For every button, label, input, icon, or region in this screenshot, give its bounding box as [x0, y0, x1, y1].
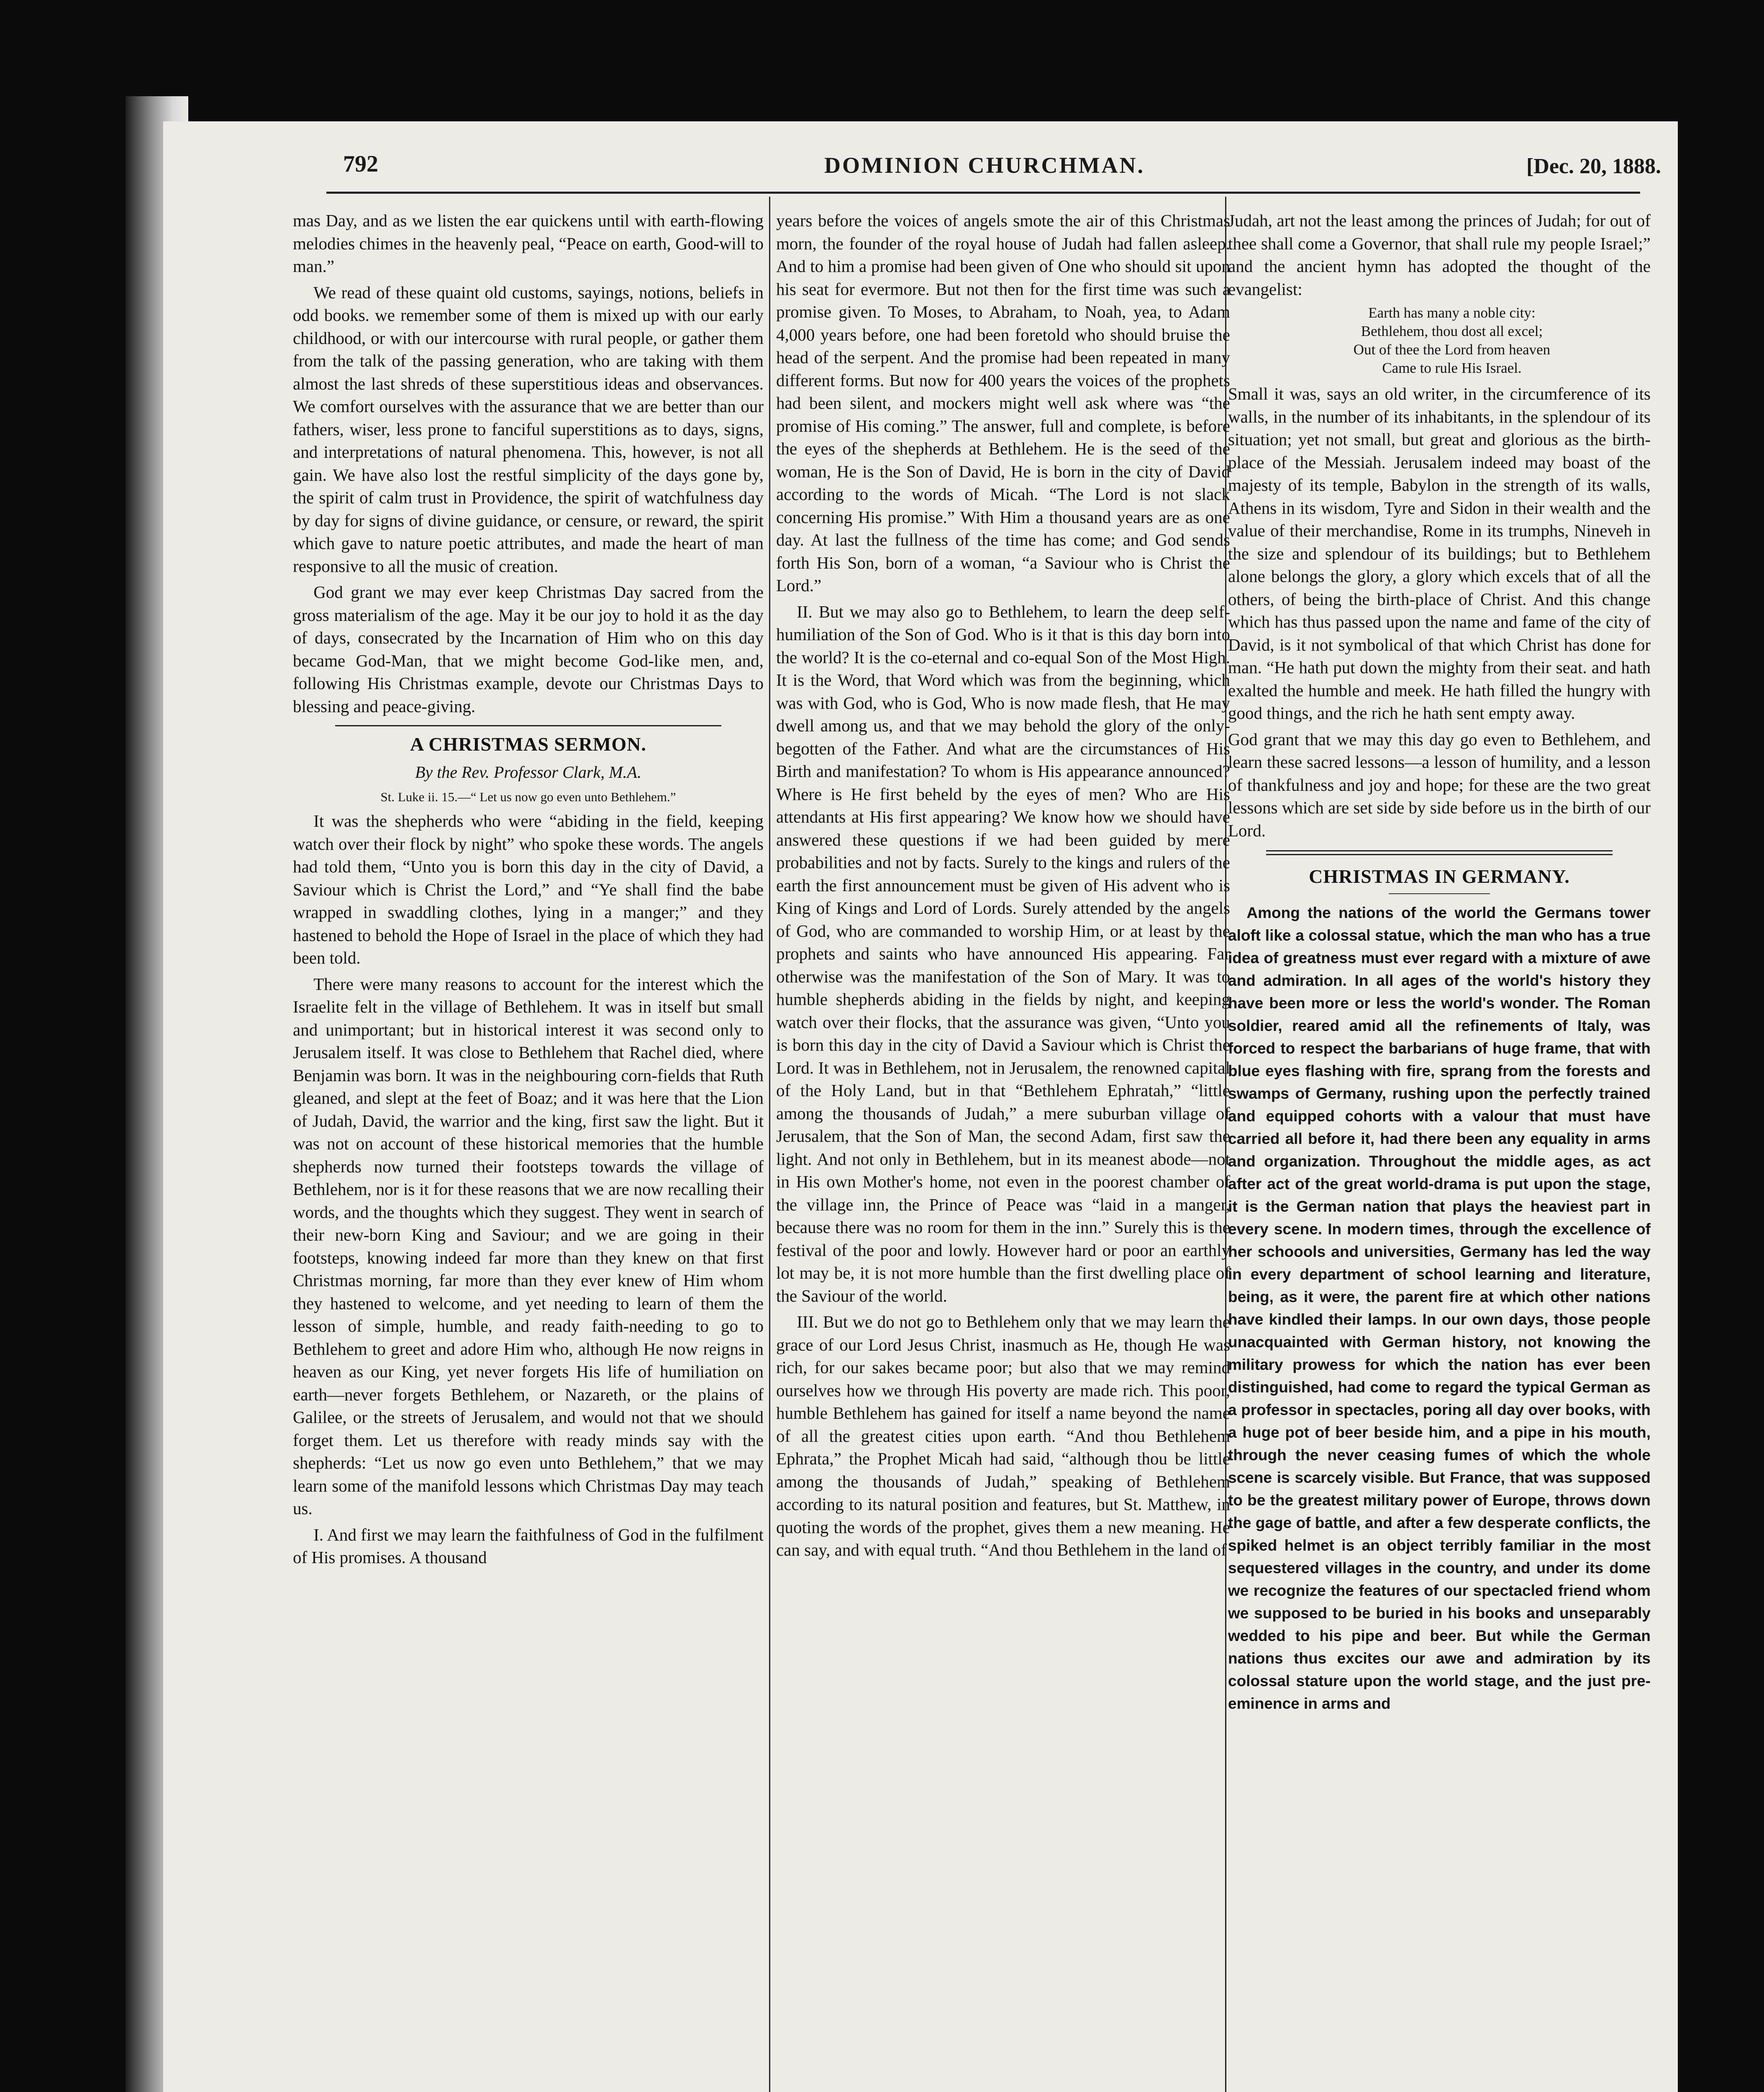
sermon-title: A CHRISTMAS SERMON.: [410, 733, 646, 755]
newspaper-title: DOMINION CHURCHMAN.: [824, 153, 1145, 178]
sermon-epigraph: St. Luke ii. 15.—“ Let us now go even unto Bethlehem.”: [380, 790, 676, 804]
column-3: [1228, 209, 1651, 2092]
hymn-verse: [1228, 304, 1651, 377]
column-1: [293, 209, 764, 2092]
page-number: 792: [343, 151, 378, 177]
paragraph: years before the voices of angels smote the air of this Christmas morn, the founder of the royal house of Judah had fallen asleep. And to him a promise had been given of One who should sit upon his seat for evermore. But not then for the first time was such a promise given. To Moses, to Abraham, to Noah, yea, to Adam 4,000 years before, one had been foretold who should bruise the head of the serpent. And the promise had been repeated in many different forms. But now for 400 years the voices of the prophets had been silent, and mockers might well ask where was “the promise of His coming.” The answer, full and complete, is before the eyes of the shepherds at Bethlehem. He is the seed of the woman, He is the Son of David, He is born in the city of David according to the words of Micah. “The Lord is not slack concerning His promise.” With Him a thousand years are as one day. At last the fullness of the time has come; and God sends forth His Son, born of a woman, “a Saviour who is Christ the Lord.”: [776, 211, 1230, 595]
title-underline: [1389, 893, 1490, 894]
verse-line: Out of thee the Lord from heaven: [1353, 341, 1551, 358]
page-header: [180, 142, 1661, 197]
paragraph: It was the shepherds who were “abiding in the field, keeping watch over their flock by night” who spoke these words. The angels had told them, “Unto you is born this day in the city of David, a Saviour which is Christ the Lord,” and “Ye shall find the babe wrapped in swaddling clothes, lying in a manger;” and they hastened to behold the Hope of Israel in the place of which they had been told.: [293, 811, 764, 967]
verse-line: Earth has many a noble city:: [1368, 305, 1536, 321]
paragraph: mas Day, and as we listen the ear quickens until with earth-flowing melodies chimes in the heavenly peal, “Peace on earth, Good-will to man.”: [293, 211, 764, 276]
paragraph: We read of these quaint old customs, sayings, notions, beliefs in odd books. we remember some of them is mixed up with our early childhood, or with our intercourse with rural people, or gather them from the talk of the passing generation, who are taking with them almost the last shreds of these superstitious ideas and observances. We comfort ourselves with the assurance that we are better than our fathers, wiser, less prone to fanciful superstitions as to days, signs, and interpretations of natural phenomena. This, however, is not all gain. We have also lost the restful simplicity of the days gone by, the spirit of calm trust in Providence, the spirit of watchfulness day by day for signs of divine guidance, or censure, or reward, the spirit which gave to nature poetic attributes, and made the heart of man responsive to all the music of creation.: [293, 282, 764, 576]
column-2: [776, 209, 1230, 2092]
paragraph: II. But we may also go to Bethlehem, to learn the deep self-humiliation of the Son of God. Who is it that is this day born into the world? It is the co-eternal and co-equal Son of the Most High. It is the Word, that Word which was from the beginning, which was with God, who is God, Who is now made flesh, that He may dwell among us, and that we may behold the glory of the only-begotten of the Father. And what are the circumstances of His Birth and manifestation? To whom is His appearance announced? Where is He first beheld by the eyes of men? Who are His attendants at His first appearing? We know how we should have answered these questions if we had been guided by mere probabilities and not by facts. Surely to the kings and rulers of the earth the first announcement must be given of His advent who is King of Kings and Lord of Lords. Surely attended by the angels of God, who are commanded to worship Him, or at least by the prophets and saints who have announced His appearing. Far otherwise was the manifestation of the Son of Mary. It was to humble shepherds abiding in the fields by night, and keeping watch over their flocks, that the assurance was given, “Unto you is born this day in the city of David a Saviour which is Christ the Lord. It was in Bethlehem, not in Jerusalem, the renowned capital of the Holy Land, but in that “Bethlehem Ephratah,” “little among the thousands of Judah,” a mere suburban village of Jerusalem, that the Son of Man, the second Adam, first saw the light. And not only in Bethlehem, but in its meanest abode—not in His own Mother's home, not even in the poorest chamber of the village inn, the Prince of Peace was “laid in a manger, because there was no room for them in the inn.” Surely this is the festival of the poor and lowly. However hard or poor an earthly lot may be, it is not more humble than the first dwelling place of the Saviour of the world.: [776, 602, 1230, 1305]
paragraph: God grant that we may this day go even to Bethlehem, and learn these sacred lessons—a lesson of humility, and a lesson of thankfulness and joy and hope; for these are the two great lessons which are set side by side before us in the birth of our Lord.: [1228, 729, 1651, 840]
paragraph: I. And first we may learn the faithfulness of God in the fulfilment of His promises. A thousand: [293, 1525, 764, 1567]
verse-line: Bethlehem, thou dost all excel;: [1361, 323, 1543, 339]
column-divider-1: [769, 197, 770, 2092]
issue-date: [Dec. 20, 1888.: [1526, 154, 1661, 178]
section-double-rule: [1266, 850, 1613, 855]
paragraph: Judah, art not the least among the princes of Judah; for out of thee shall come a Governor, that shall rule my people Israel;” and the ancient hymn has adopted the thought of the evangelist:: [1228, 211, 1651, 299]
sermon-byline: By the Rev. Professor Clark, M.A.: [415, 762, 641, 782]
paragraph: Small it was, says an old writer, in the circumference of its walls, in the number of its inhabitants, in the splendour of its situation; yet not small, but great and glorious as the birth-place of the Messiah. Jerusalem indeed may boast of the majesty of its temple, Babylon in the strength of its walls, Athens in its wisdom, Tyre and Sidon in their wealth and the value of their merchandise, Rome in its trumphs, Nineveh in the size and splendour of its buildings; but to Bethlehem alone belongs the glory, a glory which excels that of all the others, of being the birth-place of Christ. And this change which has thus passed upon the name and fame of the city of David, is it not symbolical of that which Christ has done for man. “He hath put down the mighty from their seat. and hath exalted the humble and meek. He hath filled the hungry with good things, and the rich he hath sent empty away.: [1228, 384, 1651, 723]
paragraph: III. But we do not go to Bethlehem only that we may learn the grace of our Lord Jesus Christ, inasmuch as He, though He was rich, for our sakes became poor; but also that we may remind ourselves how we through His poverty are made rich. This poor, humble Bethlehem has gained for itself a name beyond the name of all the greatest cities upon earth. “And thou Bethlehem Ephrata,” the Prophet Micah had said, “although thou be little among the thousands of Judah,” speaking of Bethlehem according to its natural position and features, but St. Matthew, in quoting the words of the prophet, gives them a new meaning. He can say, and with equal truth. “And thou Bethlehem in the land of: [776, 1312, 1230, 1559]
header-rule: [326, 192, 1640, 194]
section-rule: [335, 725, 721, 726]
paragraph: Among the nations of the world the Germans tower aloft like a colossal statue, which the man who has a true idea of greatness must ever regard with a mixture of awe and admiration. In all ages of the world's history they have been more or less the world's wonder. The Roman soldier, reared amid all the refinements of Italy, was forced to respect the barbarians of huge frame, that with blue eyes flashing with fire, sprang from the forests and swamps of Germany, rushing upon the perfectly trained and equipped cohorts with a valour that must have carried all before it, had there been any equality in arms and organization. Throughout the middle ages, as act after act of the great world-drama is put upon the stage, it is the German nation that plays the heaviest part in every scene. In modern times, through the excellence of her schoools and universities, Germany has led the way in every department of school learning and literature, being, as it were, the parent fire at which other nations have kindled their lamps. In our own days, those people unacquainted with German history, not knowing the military prowess for which the nation has ever been distinguished, had come to regard the typical German as a professor in spectacles, poring all day over books, with a huge pot of beer beside him, and a pipe in his mouth, through the never ceasing fumes of which the whole scene is scarcely visible. But France, that was supposed to be the greatest military power of Europe, throws down the gage of battle, and after a few desperate conflicts, the spiked helmet is an object terribly familiar in the most sequestered villages in the country, and under its dome we recognize the features of our spectacled friend whom we supposed to be buried in his books and unseparably wedded to his pipe and beer. But while the German nations thus excites our awe and admiration by its colossal stature upon the world stage, and the just pre-eminence in arms and: [1228, 904, 1651, 1712]
paragraph: God grant we may ever keep Christmas Day sacred from the gross materialism of the age. May it be our joy to hold it as the day of days, consecrated by the Incarnation of Him who on this day became God-Man, that we might become God-like men, and, following His Christmas example, devote our Christmas Days to blessing and peace-giving.: [293, 582, 764, 716]
verse-line: Came to rule His Israel.: [1382, 360, 1522, 376]
section-title: CHRISTMAS IN GERMANY.: [1309, 866, 1570, 887]
paragraph: There were many reasons to account for the interest which the Israelite felt in the village of Bethlehem. It was in itself but small and unimportant; but in historical interest it was second only to Jerusalem itself. It was close to Bethlehem that Rachel died, where Benjamin was born. It was in the neighbouring corn-fields that Ruth gleaned, and slept at the feet of Boaz; and it was here that the Lion of Judah, David, the warrior and the king, first saw the light. But it was not on account of these historical memories that the humble shepherds now turned their footsteps towards the village of Bethlehem, nor is it for these reasons that we are now recalling their words, and the thoughts which they suggest. They went in search of their new-born King and Saviour; and we are going in their footsteps, knowing indeed far more than they knew on that first Christmas morning, far more than they ever knew of Him whom they hastened to welcome, and yet needing to learn of them the lesson of simple, humble, and ready faith-needing to go to Bethlehem to greet and adore Him who, although He now reigns in heaven as our King, yet never forgets His life of humiliation on earth—never forgets Bethlehem, or Nazareth, or the plains of Galilee, or the streets of Jerusalem, and would not that we should forget them. Let us therefore with ready minds say with the shepherds: “Let us now go even unto Bethlehem,” that we may learn some of the manifold lessons which Christmas Day may teach us.: [293, 974, 764, 1518]
